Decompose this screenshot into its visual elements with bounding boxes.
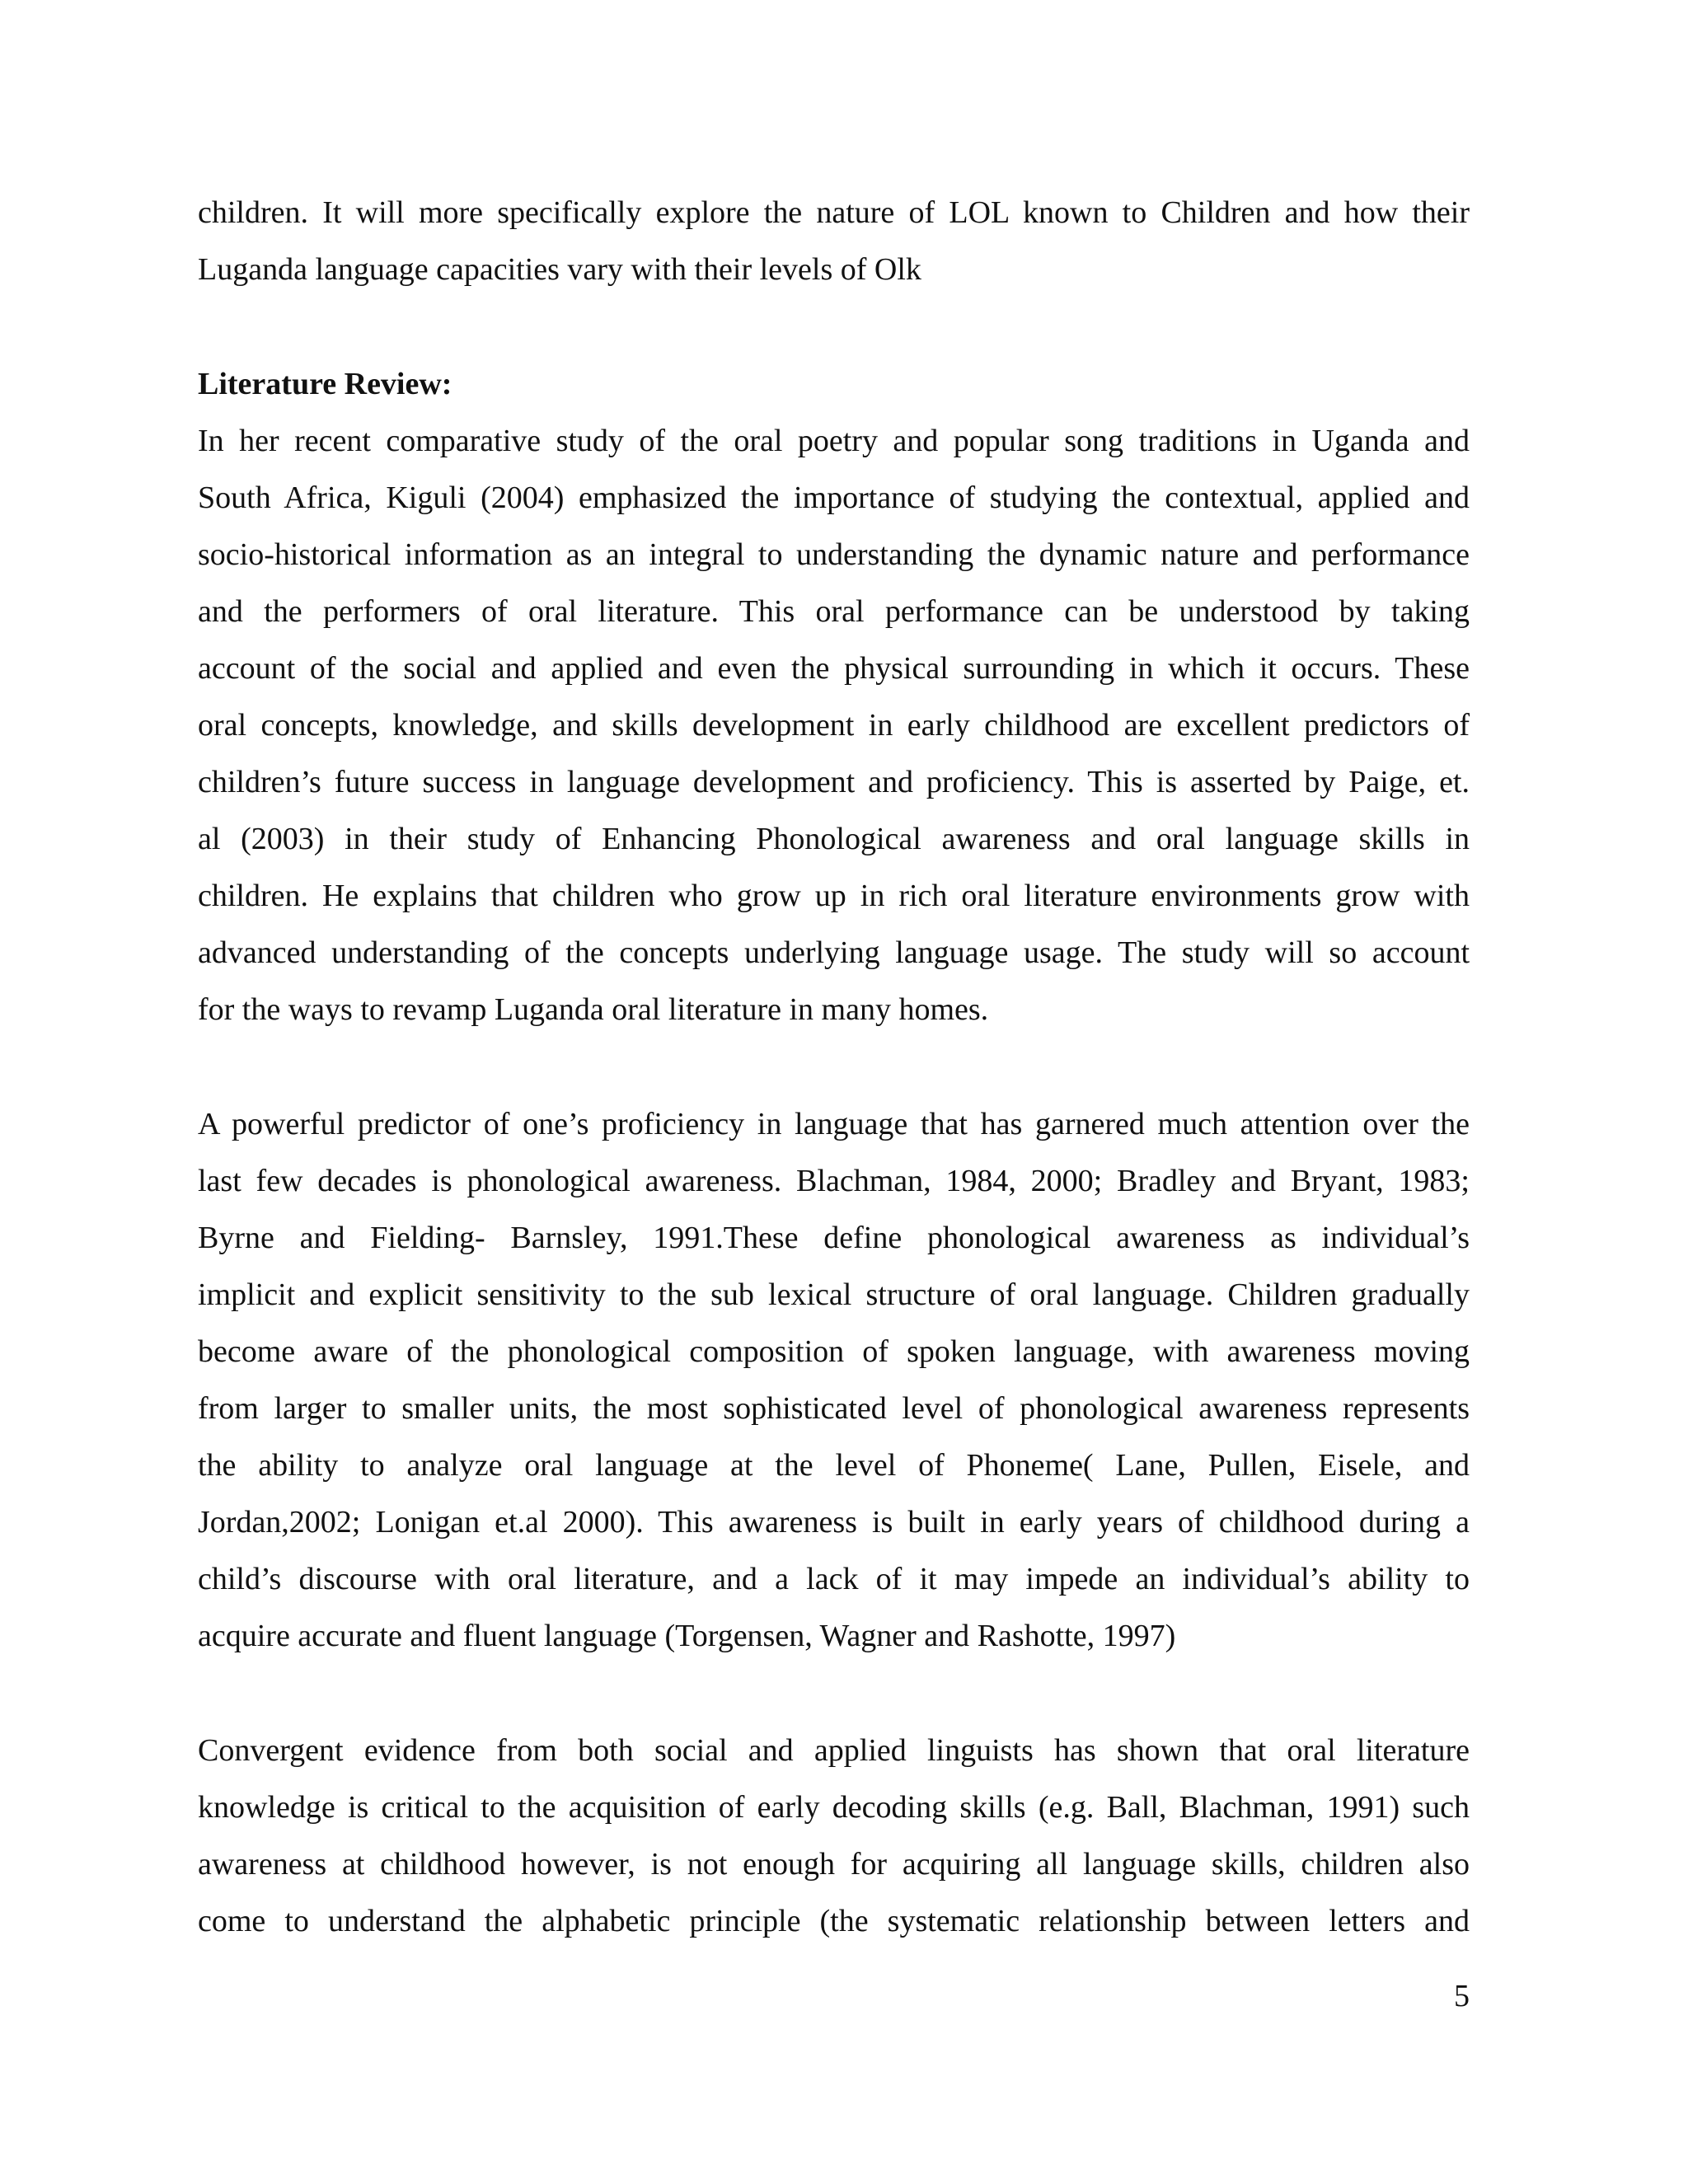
paragraph-line: South Africa, Kiguli (2004) emphasized the importance of studying the contextual, applied and xyxy=(198,480,1470,515)
paragraph-line: for the ways to revamp Luganda oral literature in many homes. xyxy=(198,992,989,1027)
paragraph-line: awareness at childhood however, is not enough for acquiring all language skills, children also xyxy=(198,1847,1470,1882)
paragraph-line: Convergent evidence from both social and applied linguists has shown that oral literature xyxy=(198,1733,1470,1768)
paragraph-line: In her recent comparative study of the oral poetry and popular song traditions in Uganda and xyxy=(198,424,1470,458)
paragraph-line: and the performers of oral literature. This oral performance can be understood by taking xyxy=(198,594,1470,629)
paragraph-line: the ability to analyze oral language at the level of Phoneme( Lane, Pullen, Eisele, and xyxy=(198,1448,1470,1483)
paragraph-line: come to understand the alphabetic principle (the systematic relationship between letters and xyxy=(198,1904,1470,1938)
section-heading: Literature Review: xyxy=(198,367,452,401)
paragraph-line: child’s discourse with oral literature, and a lack of it may impede an individual’s ability to xyxy=(198,1562,1470,1596)
intro-line: children. It will more specifically explore the nature of LOL known to Children and how their xyxy=(198,195,1470,230)
paragraph-line: A powerful predictor of one’s proficiency in language that has garnered much attention over the xyxy=(198,1107,1470,1141)
paragraph-line: knowledge is critical to the acquisition of early decoding skills (e.g. Ball, Blachman, 1991) such xyxy=(198,1790,1470,1825)
paragraph-line: oral concepts, knowledge, and skills development in early childhood are excellent predictors of xyxy=(198,708,1470,743)
paragraph-line: implicit and explicit sensitivity to the sub lexical structure of oral language. Children gradually xyxy=(198,1277,1470,1312)
paragraph-line: children’s future success in language development and proficiency. This is asserted by Paige, et. xyxy=(198,765,1470,799)
intro-paragraph xyxy=(198,185,1470,298)
paragraph-1 xyxy=(198,413,1470,1038)
paragraph-line: account of the social and applied and even the physical surrounding in which it occurs. These xyxy=(198,651,1470,686)
intro-line: Luganda language capacities vary with their levels of Olk xyxy=(198,252,921,287)
page-number: 5 xyxy=(1454,1979,1470,2013)
paragraph-line: last few decades is phonological awareness. Blachman, 1984, 2000; Bradley and Bryant, 1983; xyxy=(198,1164,1470,1198)
paragraph-line: socio-historical information as an integral to understanding the dynamic nature and performance xyxy=(198,537,1470,572)
paragraph-2 xyxy=(198,1096,1470,1665)
paragraph-line: become aware of the phonological composition of spoken language, with awareness moving xyxy=(198,1334,1470,1369)
paragraph-3 xyxy=(198,1722,1470,1950)
paragraph-line: al (2003) in their study of Enhancing Phonological awareness and oral language skills in xyxy=(198,822,1470,856)
paragraph-line: from larger to smaller units, the most sophisticated level of phonological awareness represents xyxy=(198,1391,1470,1426)
paragraph-line: acquire accurate and fluent language (Torgensen, Wagner and Rashotte, 1997) xyxy=(198,1619,1176,1653)
paragraph-line: children. He explains that children who grow up in rich oral literature environments grow with xyxy=(198,879,1470,913)
paragraph-line: advanced understanding of the concepts underlying language usage. The study will so account xyxy=(198,935,1470,970)
paragraph-line: Jordan,2002; Lonigan et.al 2000). This awareness is built in early years of childhood during a xyxy=(198,1505,1470,1540)
paragraph-line: Byrne and Fielding- Barnsley, 1991.These define phonological awareness as individual’s xyxy=(198,1221,1470,1255)
